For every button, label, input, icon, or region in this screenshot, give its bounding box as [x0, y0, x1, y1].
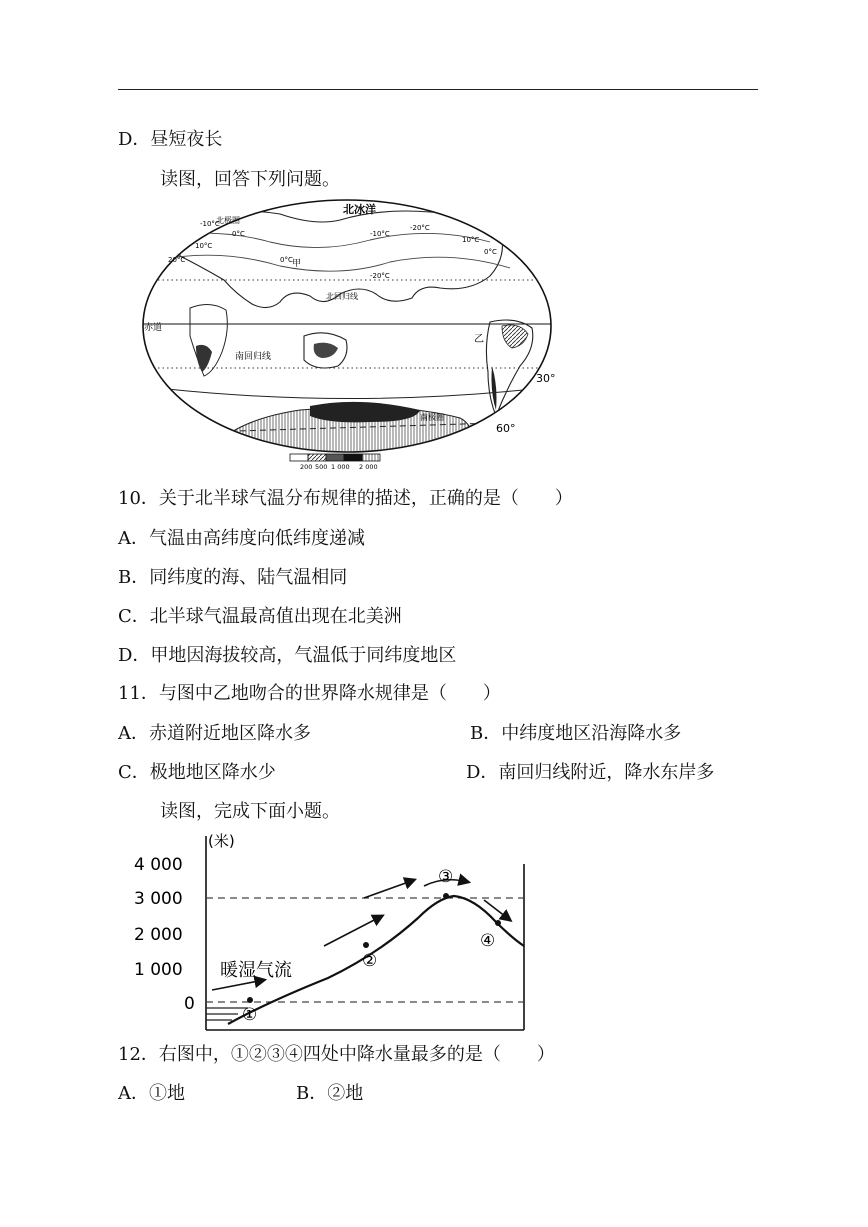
point-4-label: ④: [480, 931, 496, 951]
isotherm-label: 10°C: [195, 242, 213, 250]
y-axis-unit: (米): [208, 832, 235, 850]
label-jia: 甲: [292, 259, 302, 269]
label-lat-60: 60°: [496, 422, 516, 435]
isotherm-label: -10°C: [370, 230, 390, 238]
label-warm-humid-airflow: 暖湿气流: [220, 960, 292, 981]
isotherm-label: -10°C: [200, 220, 220, 228]
question-12: 12．右图中，①②③④四处中降水量最多的是（ ）: [118, 1044, 555, 1065]
isotherm-label: 20°C: [168, 256, 186, 264]
q11-option-a: A．赤道附近地区降水多: [118, 723, 311, 744]
q10-option-b: B．同纬度的海、陆气温相同: [118, 567, 348, 588]
point-1-label: ①: [242, 1005, 258, 1025]
svg-text:1 000: 1 000: [331, 463, 350, 470]
label-antarctic-circle: 南极圈: [420, 413, 444, 422]
precipitation-legend: [290, 454, 380, 470]
y-tick-label: 3 000: [134, 889, 183, 909]
q12-option-a: A．①地: [118, 1083, 185, 1104]
isotherm-label: 0°C: [232, 230, 245, 238]
q12-option-b: B．②地: [296, 1083, 364, 1104]
q10-option-a: A．气温由高纬度向低纬度递减: [118, 528, 365, 549]
q11-option-d: D．南回归线附近，降水东岸多: [466, 762, 715, 783]
isotherm-label: 10°C: [462, 236, 480, 244]
orographic-precipitation-profile: [128, 828, 530, 1036]
svg-text:2 000: 2 000: [359, 463, 378, 470]
instruction-read-figure: 读图，完成下面小题。: [160, 801, 340, 822]
question-11: 11．与图中乙地吻合的世界降水规律是（ ）: [118, 683, 501, 704]
label-tropic-cancer: 北回归线: [326, 292, 358, 301]
label-arctic-ocean: 北冰洋: [343, 203, 376, 216]
instruction-read-map: 读图，回答下列问题。: [160, 169, 340, 190]
q10-option-d: D．甲地因海拔较高，气温低于同纬度地区: [118, 645, 457, 666]
svg-text:200: 200: [300, 463, 313, 470]
point-3-label: ③: [438, 867, 454, 887]
isotherm-label: -20°C: [370, 272, 390, 280]
q11-option-c: C．极地地区降水少: [118, 762, 276, 783]
label-yi: 乙: [474, 334, 484, 345]
header-rule: [118, 89, 758, 90]
y-tick-label: 2 000: [134, 925, 183, 945]
label-tropic-capricorn: 南回归线: [235, 352, 272, 362]
isotherm-label: 0°C: [484, 248, 497, 256]
y-tick-label: 0: [184, 994, 195, 1014]
question-10: 10．关于北半球气温分布规律的描述，正确的是（ ）: [118, 488, 573, 509]
label-lat-30: 30°: [536, 372, 556, 385]
svg-text:500: 500: [315, 463, 328, 470]
option-d-previous: D．昼短夜长: [118, 129, 223, 150]
isotherm-label: 0°C: [280, 256, 293, 264]
point-2-label: ②: [362, 951, 378, 971]
y-tick-label: 1 000: [134, 960, 183, 980]
q10-option-c: C．北半球气温最高值出现在北美洲: [118, 606, 402, 627]
label-arctic-circle: 北极圈: [216, 216, 240, 225]
q11-option-b: B．中纬度地区沿海降水多: [470, 723, 682, 744]
isotherm-label: -20°C: [410, 224, 430, 232]
label-equator: 赤道: [144, 323, 163, 333]
y-tick-label: 4 000: [134, 855, 183, 875]
world-temperature-precipitation-map: [140, 196, 560, 470]
